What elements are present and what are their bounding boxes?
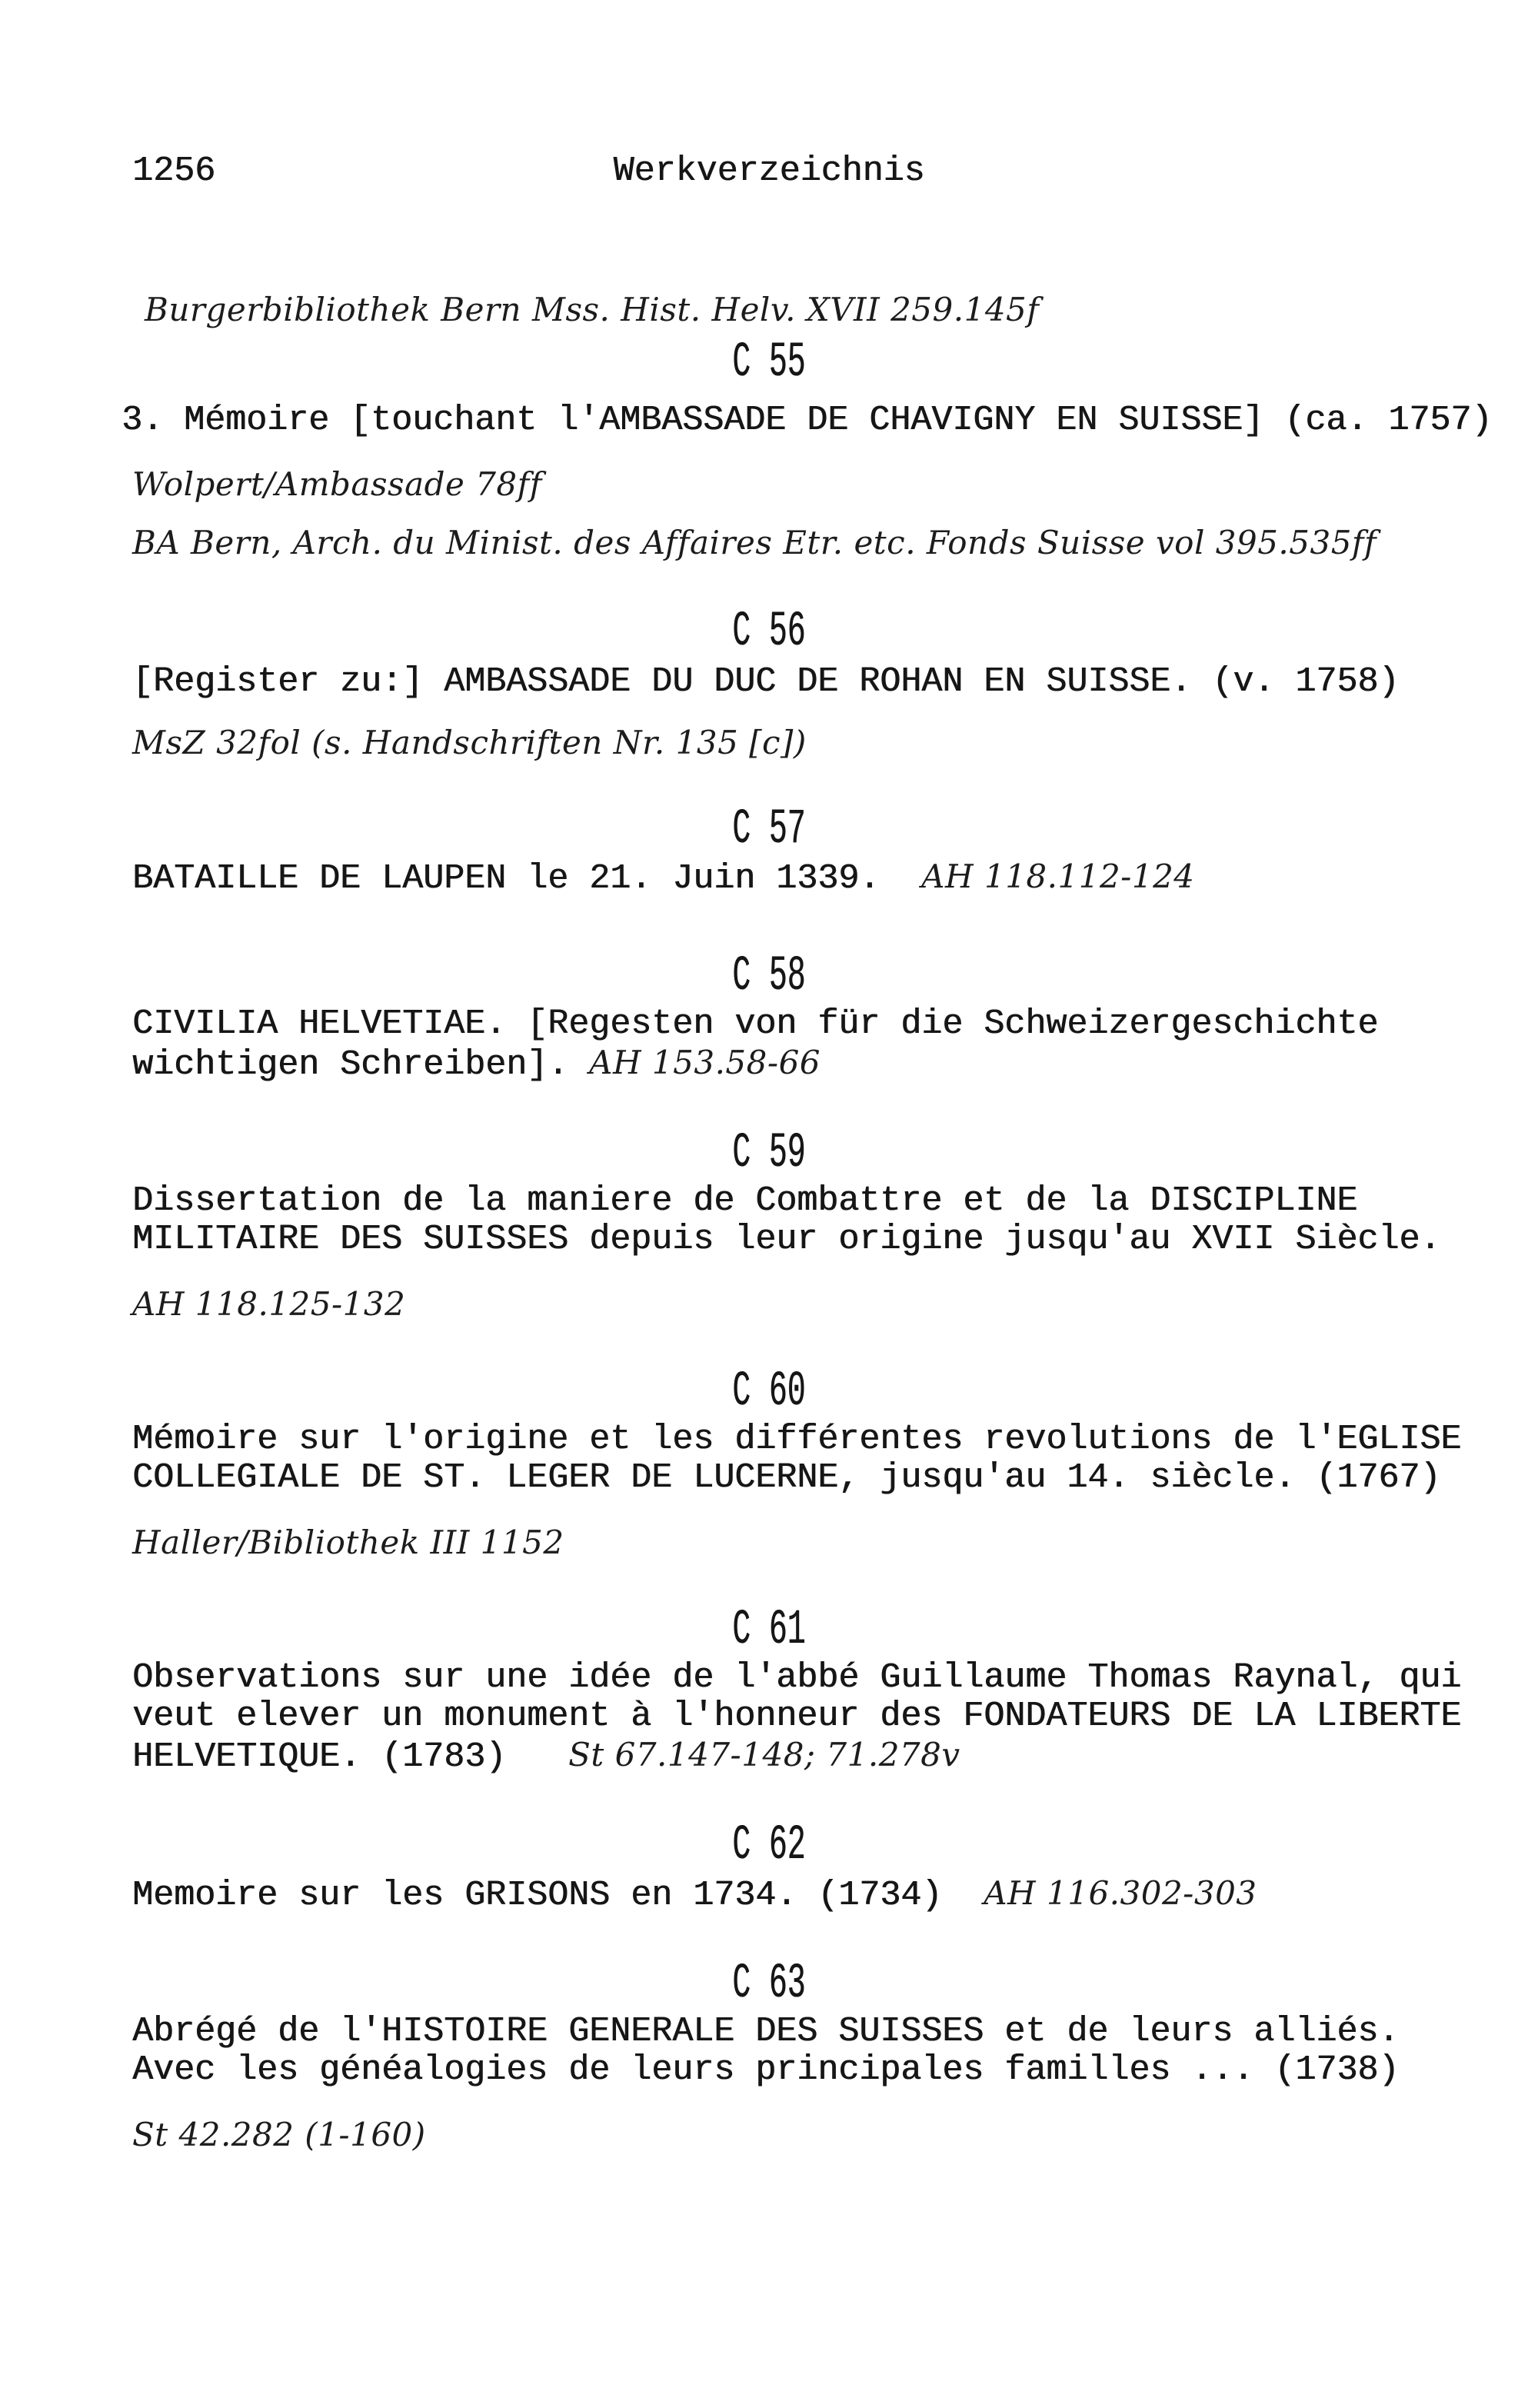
reference-segment: St 42.282 (1-160)	[132, 2116, 426, 2153]
entry-text-segment: Mémoire sur l'origine et les différentes revolutions de l'EGLISE	[132, 1420, 1462, 1459]
entry-text-segment: Abrégé de l'HISTOIRE GENERALE DES SUISSES et de leurs alliés.	[132, 2012, 1400, 2051]
entry-text-segment: BATAILLE DE LAUPEN le 21. Juin 1339.	[132, 859, 922, 898]
entry-text-segment: veut elever un monument à l'honneur des FONDATEURS DE LA LIBERTE	[132, 1697, 1462, 1736]
entry-line	[132, 465, 542, 511]
entry-line	[132, 2116, 426, 2162]
entry-heading	[0, 335, 1538, 401]
entry-code: C 56	[732, 604, 806, 660]
entry-line	[132, 1736, 960, 1782]
page-title-wrap	[0, 152, 1538, 196]
entry-code: C 60	[732, 1364, 806, 1420]
entry-text-segment: 3. Mémoire [touchant l'AMBASSADE DE CHAVIGNY EN SUISSE] (ca. 1757)	[122, 401, 1493, 440]
entry-line	[132, 1044, 821, 1090]
page-number: 1256	[132, 152, 216, 191]
entry-line	[132, 2051, 1399, 2095]
reference-segment: BA Bern, Arch. du Minist. des Affaires Etr. etc. Fonds Suisse vol 395.535ff	[132, 524, 1377, 561]
library-reference: Burgerbibliothek Bern Mss. Hist. Helv. XVII 259.145f	[145, 291, 1040, 328]
entry-text-segment: Memoire sur les GRISONS en 1734. (1734)	[132, 1876, 984, 1915]
reference-segment: Haller/Bibliothek III 1152	[132, 1524, 564, 1561]
entry-line	[132, 1459, 1440, 1503]
entry-code: C 61	[732, 1603, 806, 1658]
reference-segment: AH 118.125-132	[132, 1285, 406, 1323]
reference-segment: MsZ 32fol (s. Handschriften Nr. 135 [c])	[132, 724, 807, 761]
entry-code: C 59	[732, 1126, 806, 1181]
entry-line	[132, 724, 807, 770]
entry-line	[132, 1285, 405, 1331]
entry-text-segment: MILITAIRE DES SUISSES depuis leur origine jusqu'au XVII Siècle.	[132, 1220, 1441, 1259]
entry-code: C 57	[732, 802, 806, 858]
entry-text-segment: Dissertation de la maniere de Combattre et de la DISCIPLINE	[132, 1181, 1358, 1221]
entry-heading	[0, 604, 1538, 670]
entry-line	[132, 1874, 1257, 1920]
entry-code: C 55	[732, 335, 806, 391]
reference-segment: AH 118.112-124	[921, 858, 1195, 895]
entry-line	[132, 663, 1399, 707]
entry-line	[132, 1005, 1378, 1049]
entry-text-segment: Avec les généalogies de leurs principales familles ... (1738)	[132, 2050, 1400, 2090]
entry-text-segment: wichtigen Schreiben].	[132, 1045, 590, 1084]
entry-code: C 63	[732, 1957, 806, 2012]
entry-line	[132, 1524, 564, 1570]
page-title: Werkverzeichnis	[613, 152, 925, 191]
reference-segment: AH 116.302-303	[984, 1874, 1257, 1912]
entry-text-segment: COLLEGIALE DE ST. LEGER DE LUCERNE, jusqu'au 14. siècle. (1767)	[132, 1458, 1441, 1497]
entry-line	[132, 1221, 1440, 1264]
entry-text-segment: Observations sur une idée de l'abbé Guillaume Thomas Raynal, qui	[132, 1658, 1462, 1697]
entry-code: C 62	[732, 1818, 806, 1873]
entry-text-segment: [Register zu:] AMBASSADE DU DUC DE ROHAN EN SUISSE. (v. 1758)	[132, 662, 1400, 701]
entry-text-segment: HELVETIQUE. (1783)	[132, 1737, 569, 1777]
entry-line	[132, 858, 1195, 904]
reference-segment: AH 153.58-66	[589, 1044, 821, 1081]
entry-line	[122, 401, 1492, 445]
entry-code: C 58	[732, 949, 806, 1004]
reference-segment: St 67.147-148; 71.278v	[568, 1736, 960, 1774]
entry-text-segment: CIVILIA HELVETIAE. [Regesten von für die Schweizergeschichte	[132, 1004, 1379, 1044]
entry-line	[132, 1697, 1461, 1741]
entry-line	[132, 524, 1377, 570]
reference-segment: Wolpert/Ambassade 78ff	[132, 465, 542, 503]
